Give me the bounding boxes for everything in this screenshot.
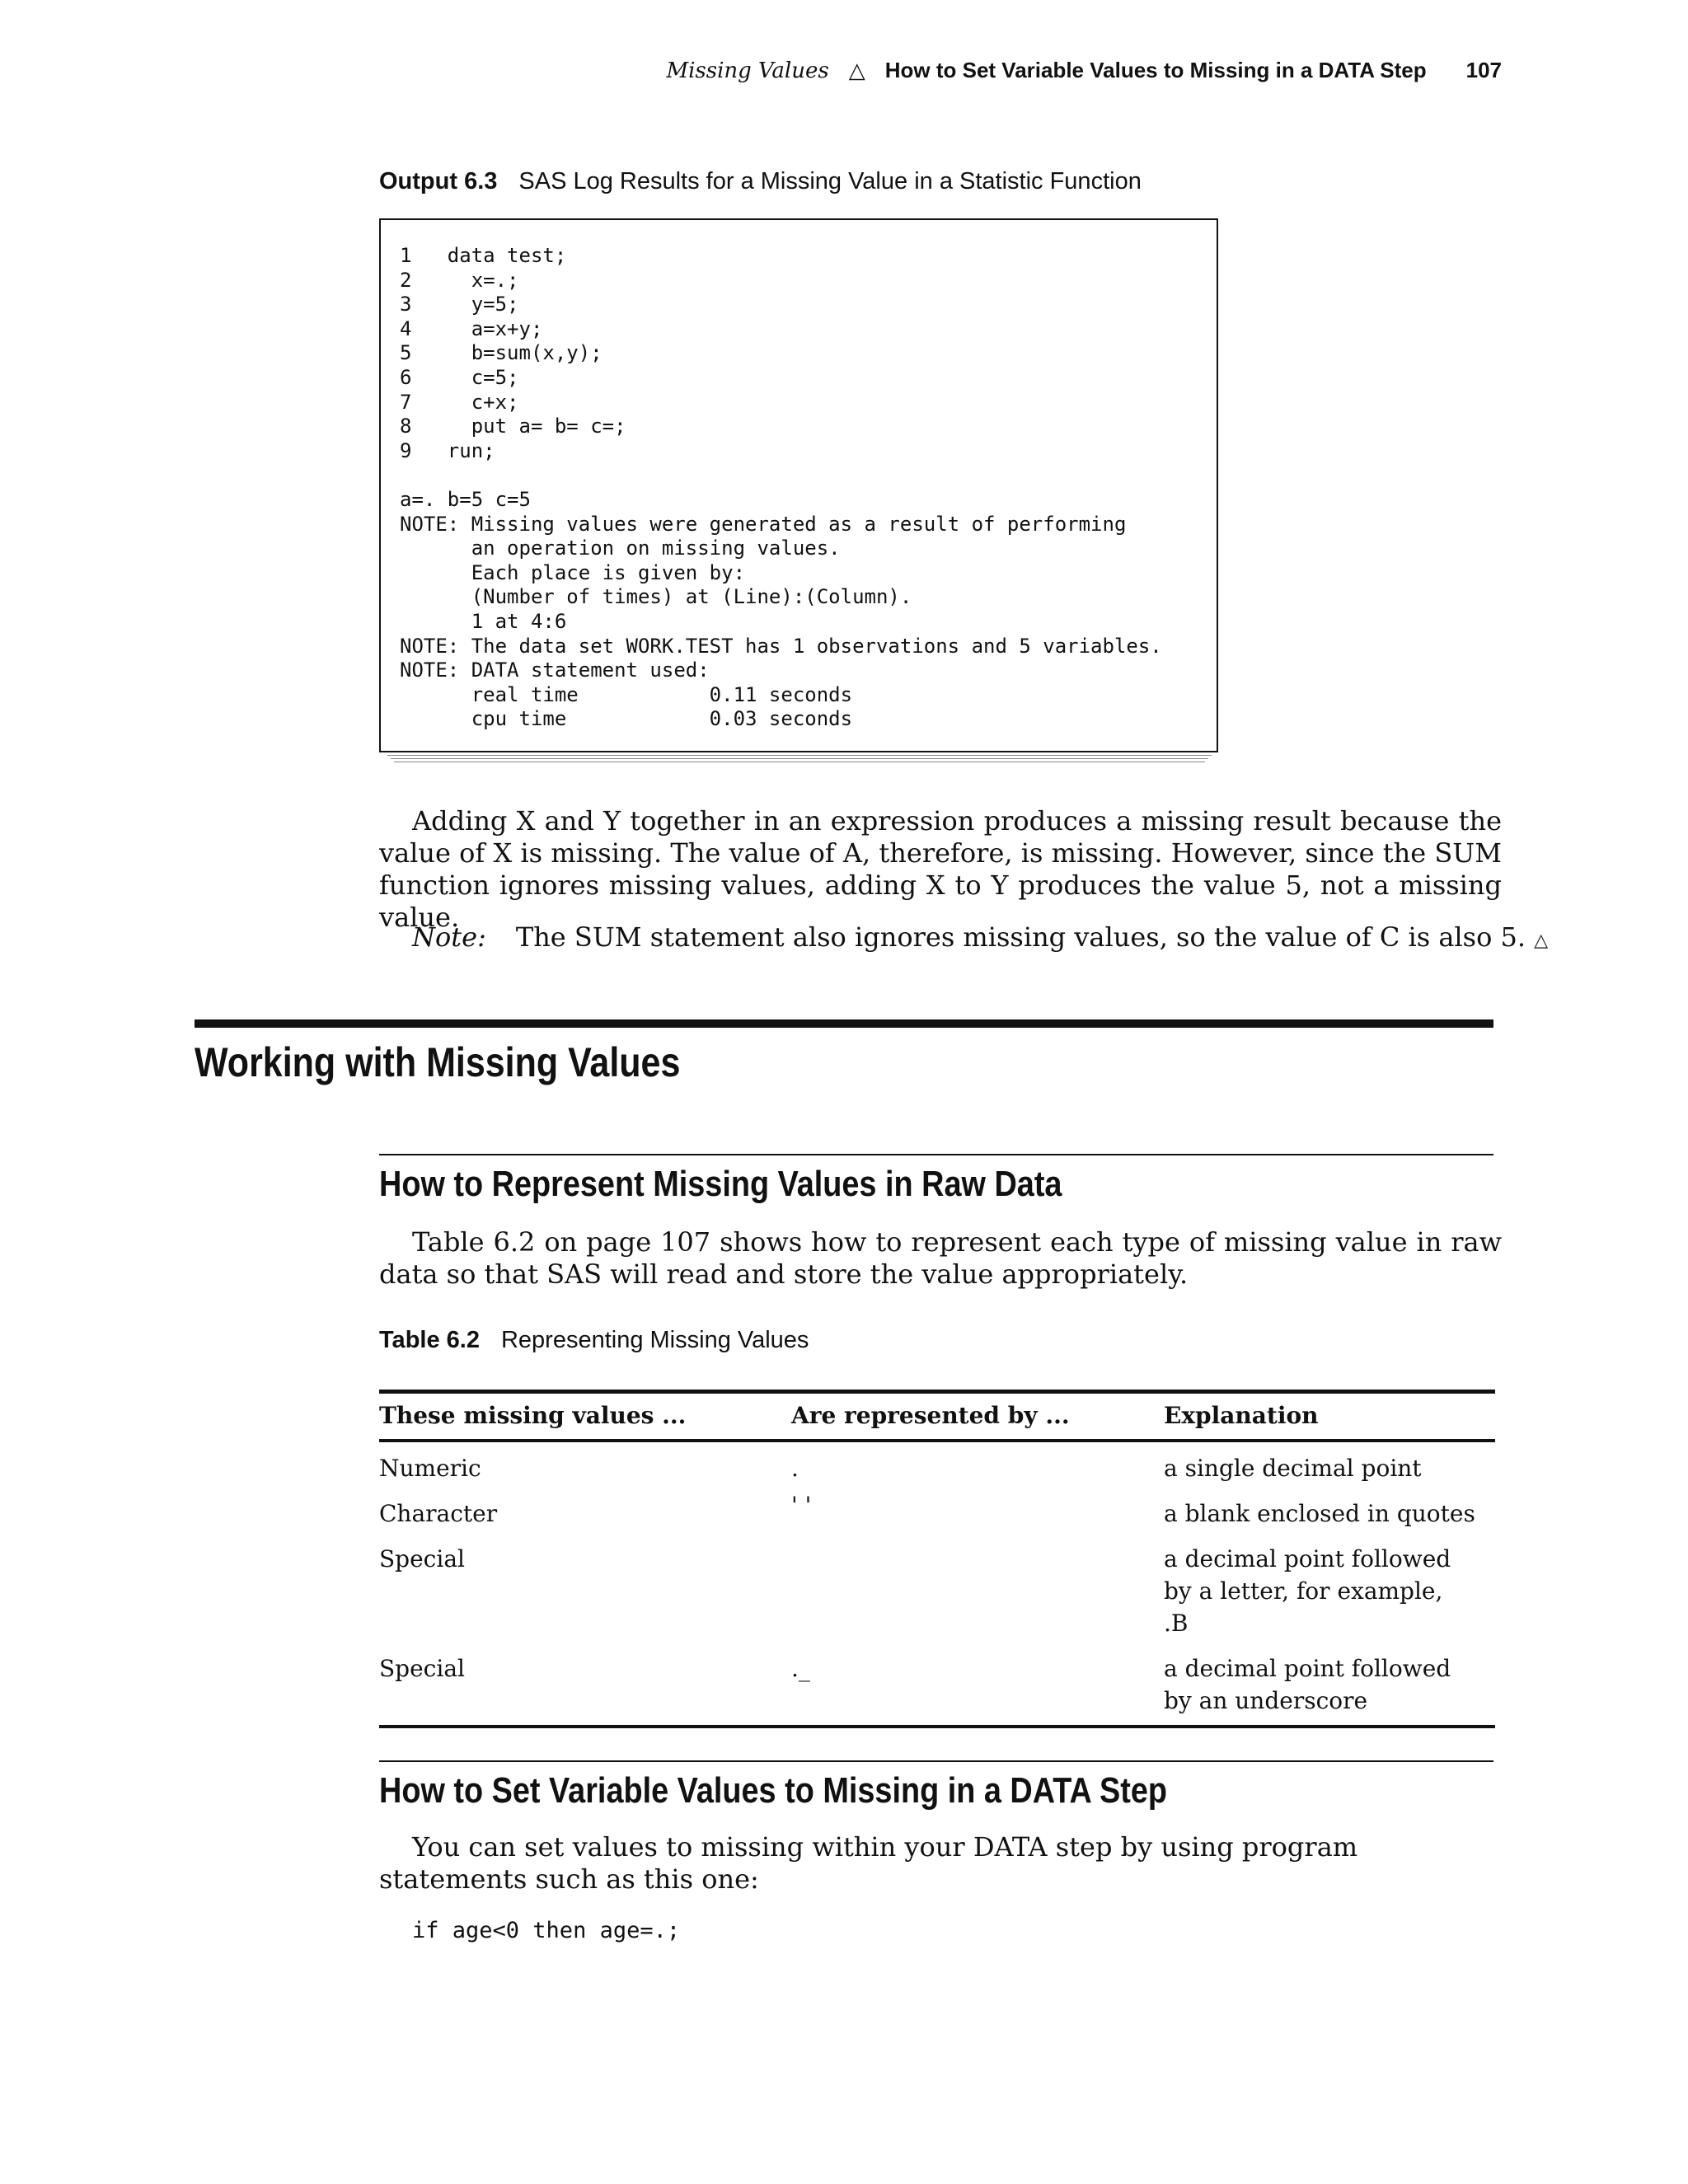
log-line: (Number of times) at (Line):(Column). [400, 585, 912, 609]
log-line: a=. b=5 c=5 [400, 487, 531, 511]
table-row [379, 1536, 1495, 1646]
note-text: The SUM statement also ignores missing values, so the value of C is also 5. [515, 921, 1526, 953]
table-cell: Numeric [379, 1455, 481, 1482]
section-rule [379, 1760, 1493, 1762]
table-caption [379, 1327, 809, 1354]
log-line: NOTE: The data set WORK.TEST has 1 observations and 5 variables. [400, 634, 1162, 658]
output-caption [379, 168, 1142, 195]
table-row [379, 1491, 1495, 1536]
triangle-icon: △ [1534, 930, 1549, 951]
page-number: 107 [1465, 58, 1502, 82]
log-line: 4 a=x+y; [400, 316, 543, 340]
log-line: 9 run; [400, 438, 495, 462]
header-section: Missing Values [666, 59, 829, 83]
log-line: cpu time 0.03 seconds [400, 707, 853, 731]
section-1-paragraph: Table 6.2 on page 107 shows how to represent each type of missing value in raw data so that SAS will read and store the value appropriately. [379, 1226, 1502, 1290]
table-cell: a decimal point followed by an underscore [1164, 1646, 1495, 1727]
triangle-icon: △ [848, 58, 865, 82]
main-heading: Working with Missing Values [195, 1039, 681, 1085]
table-cell: ._ [791, 1646, 1164, 1727]
heading-rule [195, 1019, 1493, 1028]
log-line: 8 put a= b= c=; [400, 415, 626, 438]
table-cell: a decimal point followed by a letter, for example, .B [1164, 1545, 1451, 1637]
log-line: 6 c=5; [400, 365, 519, 389]
header-chapter-title: How to Set Variable Values to Missing in a DATA Step [884, 58, 1427, 82]
output-caption-title: SAS Log Results for a Missing Value in a Statistic Function [518, 168, 1142, 194]
log-line: 1 at 4:6 [400, 609, 567, 633]
log-shadow-line [391, 758, 1208, 759]
explanation-paragraph: Adding X and Y together in an expression produces a missing result because the value of X is missing. The value of A, therefore, is missing. However, since the SUM function ignores missing values, adding X to Y produces the value 5, not a missing value. [379, 805, 1502, 933]
section-rule [379, 1154, 1493, 1155]
log-line: NOTE: DATA statement used: [400, 658, 710, 682]
running-header [0, 58, 1502, 83]
table-header-cell: Explanation [1164, 1392, 1495, 1441]
table-caption-title: Representing Missing Values [500, 1327, 809, 1353]
log-line: an operation on missing values. [400, 537, 841, 560]
note [412, 921, 1548, 957]
table-header-cell: Are represented by ... [791, 1392, 1164, 1441]
log-line [400, 463, 1162, 488]
section-2-paragraph: You can set values to missing within your DATA step by using program statements such as this one: [379, 1831, 1358, 1895]
missing-values-table [379, 1390, 1495, 1728]
table-header-row [379, 1392, 1495, 1441]
log-line: real time 0.11 seconds [400, 682, 853, 706]
log-line: 1 data test; [400, 244, 567, 267]
log-line: 3 y=5; [400, 293, 519, 316]
table-cell: . [791, 1455, 799, 1482]
log-line: 2 x=.; [400, 268, 519, 292]
log-line: 5 b=sum(x,y); [400, 341, 603, 365]
section-heading-raw-data: How to Represent Missing Values in Raw Data [379, 1164, 1062, 1204]
code-example: if age<0 then age=.; [412, 1918, 681, 1943]
table-cell: ' ' [791, 1492, 812, 1519]
table-cell: Character [379, 1500, 498, 1527]
section-heading-data-step: How to Set Variable Values to Missing in a DATA Step [379, 1770, 1167, 1811]
table-cell: Special [379, 1545, 465, 1572]
table-cell: a single decimal point [1164, 1455, 1422, 1482]
log-line: 7 c+x; [400, 390, 519, 414]
note-label: Note: [412, 921, 486, 953]
table-row [379, 1646, 1495, 1727]
output-caption-number: Output 6.3 [379, 168, 498, 194]
log-shadow-line [387, 755, 1212, 756]
log-line: NOTE: Missing values were generated as a result of performing [400, 512, 1127, 536]
table-header-cell: These missing values ... [379, 1392, 791, 1441]
table-cell: Special [379, 1646, 791, 1727]
table-cell: a blank enclosed in quotes [1164, 1500, 1475, 1527]
table-cell [791, 1536, 1164, 1646]
log-line: Each place is given by: [400, 560, 746, 584]
sas-log-text [400, 244, 1162, 732]
table-caption-number: Table 6.2 [379, 1327, 480, 1353]
